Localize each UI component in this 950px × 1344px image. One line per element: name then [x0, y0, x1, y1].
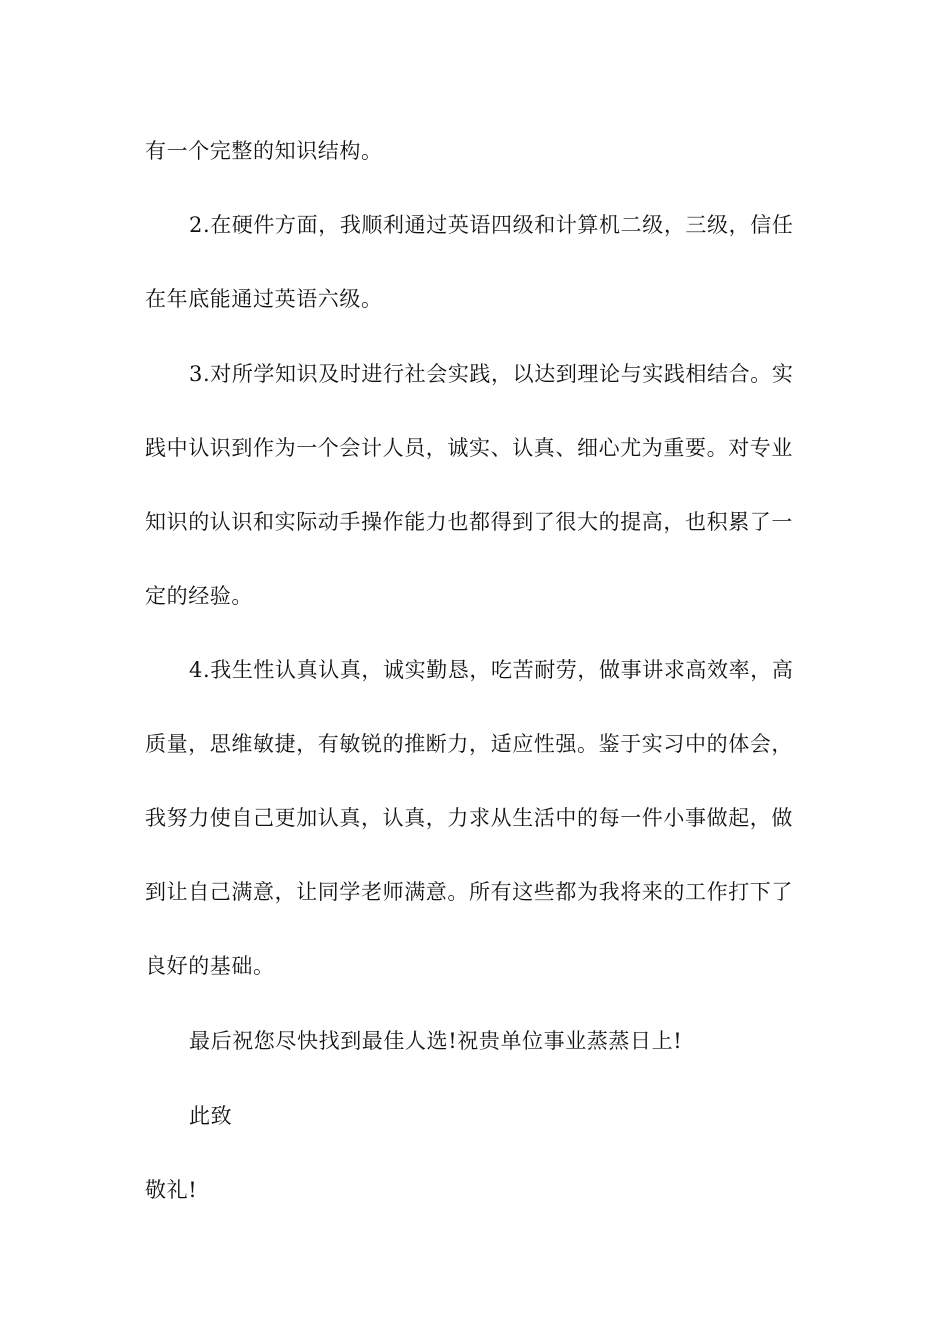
paragraph-item-4: 4.我生性认真认真，诚实勤恳，吃苦耐劳，做事讲求高效率，高质量，思维敏捷，有敏锐的推断力，适应性强。鉴于实习中的体会，我努力使自己更加认真，认真，力求从生活中的每一件小事做起，做到让自己满意，让同学老师满意。所有这些都为我将来的工作打下了良好的基础。: [145, 658, 794, 978]
closing-regards: 敬礼!: [145, 1178, 198, 1202]
closing-wish: 最后祝您尽快找到最佳人选!祝贵单位事业蒸蒸日上!: [189, 1029, 683, 1053]
paragraph-continuation: 有一个完整的知识结构。: [145, 139, 383, 163]
closing-salutation: 此致: [189, 1104, 233, 1128]
paragraph-item-2: 2.在硬件方面，我顺利通过英语四级和计算机二级，三级，信任在年底能通过英语六级。: [145, 213, 794, 311]
paragraph-item-3: 3.对所学知识及时进行社会实践，以达到理论与实践相结合。实践中认识到作为一个会计人员，诚实、认真、细心尤为重要。对专业知识的认识和实际动手操作能力也都得到了很大的提高，也积累了一定的经验。: [145, 362, 794, 608]
